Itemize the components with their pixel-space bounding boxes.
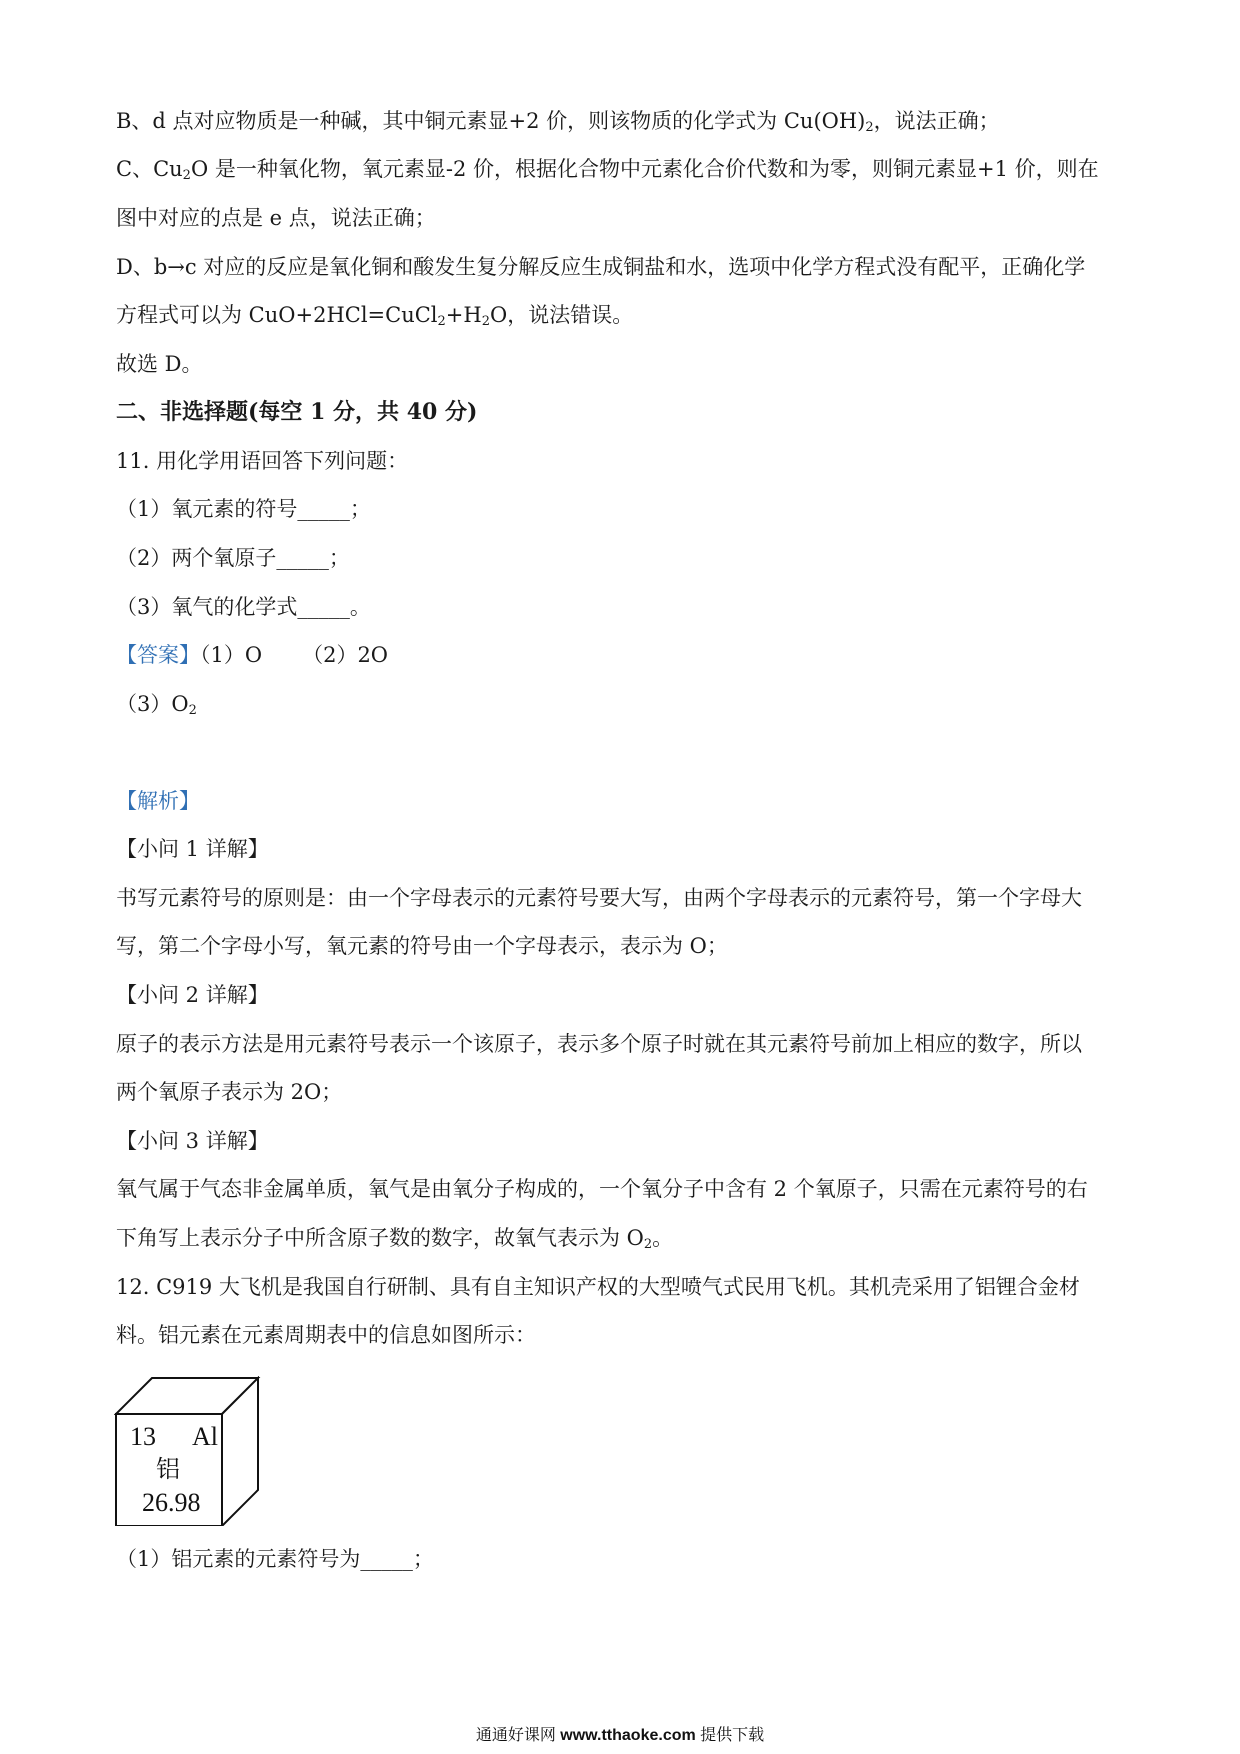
detail-1-line-1: 书写元素符号的原则是：由一个字母表示的元素符号要大写，由两个字母表示的元素符号，第一个字母大 [116,886,1082,910]
q12-stem-line-2: 料。铝元素在元素周期表中的信息如图所示： [116,1323,536,1347]
answer-conclusion: 故选 D。 [116,352,203,376]
analysis-label: 【解析】 [116,789,200,813]
q12-part-1: （1）铝元素的元素符号为_____； [116,1547,434,1571]
footer-site-name: 通通好课网 [475,1727,556,1744]
page-footer [0,1722,1240,1745]
element-name: 铝 [156,1455,180,1483]
answer-line-c1: C、$Cu_2O$ 是一种氧化物，氧元素显-2 价，根据化合物中元素化合价代数和为零，则铜元素显+1 价，则在 [116,157,1099,183]
periodic-element-cube [114,1376,264,1531]
element-symbol: Al [192,1422,218,1451]
atomic-number: 13 [130,1422,156,1451]
answer-line-d1: D、b→c 对应的反应是氧化铜和酸发生复分解反应生成铜盐和水，选项中化学方程式没有配平，正确化学 [116,255,1086,279]
atomic-mass: 26.98 [142,1488,201,1517]
q11-stem: 11. 用化学用语回答下列问题： [116,449,409,473]
answer-label: 【答案】 [116,643,200,667]
q11-answer: 【答案】（1）O （2）2O [116,643,389,667]
detail-3-label: 【小问 3 详解】 [116,1129,269,1153]
answer-line-c2: 图中对应的点是 e 点，说法正确； [116,206,436,230]
detail-2-line-2: 两个氧原子表示为 2O； [116,1080,343,1104]
detail-1-label: 【小问 1 详解】 [116,837,269,861]
answer-line-d2: 方程式可以为 $CuO+2HCl=CuCl_2+H_2O$，说法错误。 [116,303,634,329]
q12-stem-line-1: 12. C919 大飞机是我国自行研制、具有自主知识产权的大型喷气式民用飞机。其机壳采用了铝锂合金材 [116,1275,1080,1299]
q11-part-3: （3）氧气的化学式_____。 [116,595,371,619]
detail-2-label: 【小问 2 详解】 [116,983,269,1007]
footer-url[interactable]: www.tthaoke.com [560,1727,696,1744]
detail-1-line-2: 写，第二个字母小写，氧元素的符号由一个字母表示，表示为 O； [116,934,728,958]
q11-part-2: （2）两个氧原子_____； [116,546,350,570]
q11-part-1: （1）氧元素的符号_____； [116,497,371,521]
detail-2-line-1: 原子的表示方法是用元素符号表示一个该原子，表示多个原子时就在其元素符号前加上相应的数字，所以 [116,1032,1082,1056]
section-heading: 二、非选择题(每空 1 分，共 40 分) [116,399,478,425]
footer-suffix: 提供下载 [700,1727,765,1744]
detail-3-line-1: 氧气属于气态非金属单质，氧气是由氧分子构成的，一个氧分子中含有 2 个氧原子，只需在元素符号的右 [116,1177,1088,1201]
answer-line-b: B、d 点对应物质是一种碱，其中铜元素显+2 价，则该物质的化学式为 $Cu(OH)_2$，说法正确； [116,109,1000,135]
detail-3-line-2: 下角写上表示分子中所含原子数的数字，故氧气表示为 $O_2$。 [116,1226,674,1252]
q11-answer-3: $(3)O_2$ [116,692,197,718]
